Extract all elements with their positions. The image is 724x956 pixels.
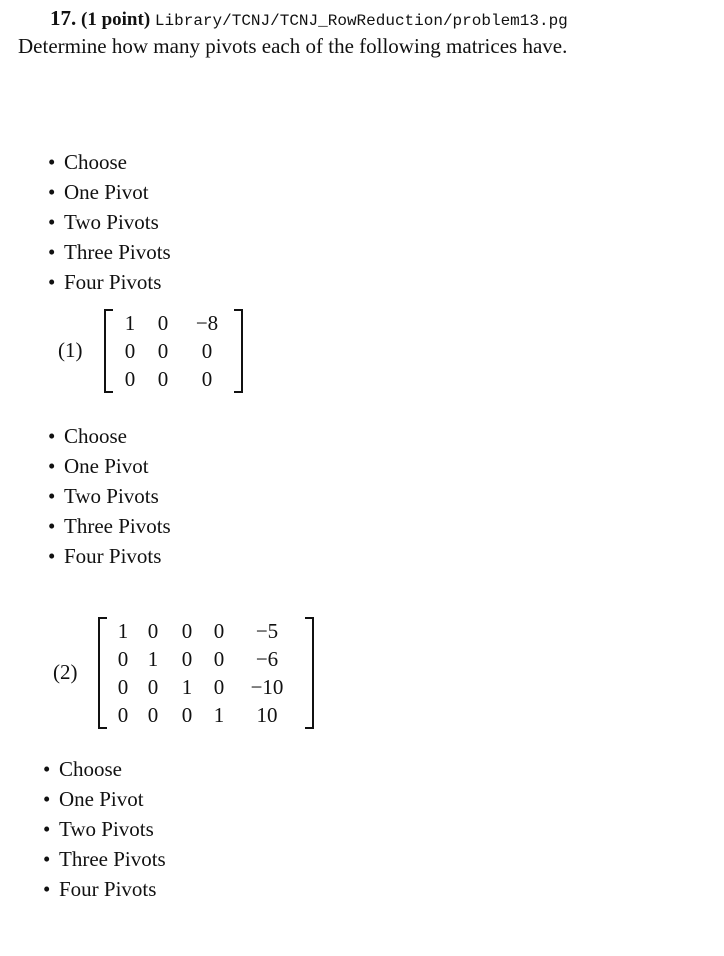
- matrix-cell: 0: [181, 703, 193, 727]
- option-one-pivot[interactable]: • One Pivot: [48, 454, 149, 478]
- option-three-pivots[interactable]: • Three Pivots: [48, 240, 171, 264]
- matrix-cell: 0: [147, 619, 159, 643]
- matrix-cell: 0: [117, 675, 129, 699]
- matrix-row: [110, 645, 300, 673]
- matrix-cell: 1: [181, 675, 193, 699]
- matrix-cell: 1: [124, 311, 136, 335]
- matrix-cell: 0: [201, 339, 213, 363]
- matrix-2-left-bracket: [98, 617, 107, 729]
- matrix-cell: −5: [255, 619, 279, 643]
- option-one-pivot[interactable]: • One Pivot: [48, 180, 149, 204]
- pivot-options-3: [43, 754, 166, 904]
- matrix-row: [110, 673, 300, 701]
- matrix-cell: 0: [213, 675, 225, 699]
- matrix-cell: 1: [117, 619, 129, 643]
- matrix-row: [110, 701, 300, 729]
- pivot-options-2: [48, 421, 171, 571]
- matrix-1-left-bracket: [104, 309, 113, 393]
- matrix-cell: 0: [147, 675, 159, 699]
- question-text: Determine how many pivots each of the following matrices have.: [18, 34, 568, 58]
- matrix-label-1: (1): [58, 338, 83, 362]
- matrix-cell: 1: [213, 703, 225, 727]
- matrix-cell: 0: [201, 367, 213, 391]
- problem-path: Library/TCNJ/TCNJ_RowReduction/problem13.pg: [154, 12, 568, 30]
- option-three-pivots[interactable]: • Three Pivots: [43, 847, 166, 871]
- matrix-label-2: (2): [53, 660, 78, 684]
- matrix-cell: 0: [117, 647, 129, 671]
- option-three-pivots[interactable]: • Three Pivots: [48, 514, 171, 538]
- matrix-cell: 0: [124, 367, 136, 391]
- option-two-pivots[interactable]: • Two Pivots: [43, 817, 154, 841]
- matrix-1-right-bracket: [234, 309, 243, 393]
- option-one-pivot[interactable]: • One Pivot: [43, 787, 144, 811]
- matrix-cell: 0: [213, 647, 225, 671]
- matrix-2-right-bracket: [305, 617, 314, 729]
- matrix-cell: 0: [213, 619, 225, 643]
- matrix-cell: 0: [124, 339, 136, 363]
- matrix-cell: 0: [157, 311, 169, 335]
- matrix-cell: 0: [181, 619, 193, 643]
- option-four-pivots[interactable]: • Four Pivots: [48, 270, 162, 294]
- matrix-row: [110, 617, 300, 645]
- matrix-cell: −6: [255, 647, 279, 671]
- matrix-cell: 1: [147, 647, 159, 671]
- option-two-pivots[interactable]: • Two Pivots: [48, 210, 159, 234]
- option-two-pivots[interactable]: • Two Pivots: [48, 484, 159, 508]
- matrix-cell: −8: [195, 311, 219, 335]
- option-choose[interactable]: • Choose: [43, 757, 122, 781]
- problem-number: 17.: [50, 6, 77, 30]
- problem-points: (1 point): [81, 9, 151, 30]
- matrix-cell: −10: [250, 675, 284, 699]
- pivot-options-1: [48, 147, 171, 297]
- matrix-2: [110, 617, 300, 729]
- matrix-row: [116, 365, 232, 393]
- matrix-cell: 0: [181, 647, 193, 671]
- option-choose[interactable]: • Choose: [48, 424, 127, 448]
- matrix-row: [116, 337, 232, 365]
- option-four-pivots[interactable]: • Four Pivots: [43, 877, 157, 901]
- matrix-1: [116, 309, 232, 393]
- matrix-cell: 0: [157, 367, 169, 391]
- matrix-row: [116, 309, 232, 337]
- matrix-cell: 0: [117, 703, 129, 727]
- matrix-cell: 10: [256, 703, 278, 727]
- problem-header: [50, 6, 568, 31]
- matrix-cell: 0: [157, 339, 169, 363]
- option-four-pivots[interactable]: • Four Pivots: [48, 544, 162, 568]
- option-choose[interactable]: • Choose: [48, 150, 127, 174]
- matrix-cell: 0: [147, 703, 159, 727]
